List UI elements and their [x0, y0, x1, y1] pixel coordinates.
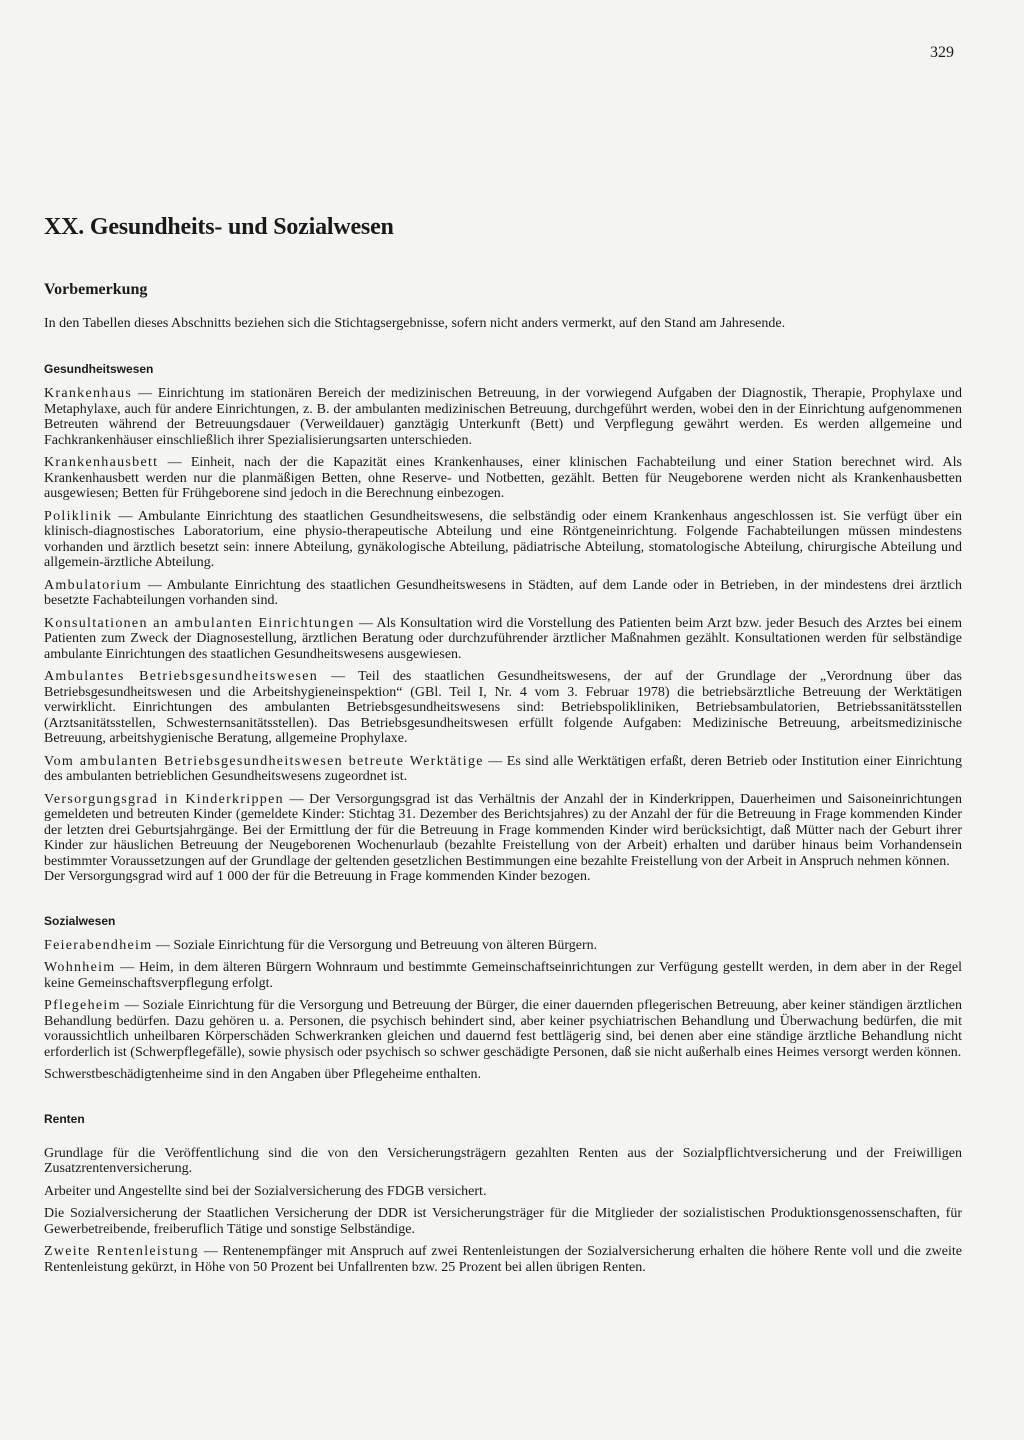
definition-zweite-rentenleistung	[44, 1244, 962, 1275]
definition-text: — Heim, in dem älteren Bürgern Wohnraum und bestimmte Gemeinschaftseinrichtungen zur Verfügung gestellt werden, in dem aber in der Regel keine Gemeinschaftsverpflegung erfolgt.	[44, 960, 962, 991]
term: Feierabendheim	[44, 937, 153, 953]
definition-text: — Ambulante Einrichtung des staatlichen Gesundheitswesens, die selbständig oder einem Krankenhaus angeschlossen ist. Sie verfügt über ein klinisch-diagnostisches Laboratorium, eine physio-therapeutische Abteilung und eine Röntgeneinrichtung. Folgende Fachabteilungen müssen mindestens vorhanden und ärztlich besetzt sein: innere Abteilung, gynäkologische Abteilung, pädiatrische Abteilung, stomatologische Abteilung, chirurgische Abteilung und allgemein-ärztliche Abteilung.	[44, 508, 962, 570]
definition-wohnheim	[44, 960, 962, 991]
term: Krankenhaus	[44, 386, 133, 401]
definition-krankenhausbett	[44, 455, 962, 502]
term: Vom ambulanten Betriebsgesundheitswesen betreute Werktätige	[44, 753, 484, 769]
vorbemerkung-heading: Vorbemerkung	[44, 281, 148, 298]
definition-text: — Der Versorgungsgrad ist das Verhältnis der Anzahl der in Kinderkrippen, Dauerheimen und Saisoneinrichtungen gemeldeten und betreuten Kinder (gemeldete Kinder: Stichtag 31. Dezember des Berichtsjahres) zu der Anzahl der für die Betreuung in Frage kommenden Kinder der letzten drei Geburtsjahrgänge. Bei der Ermittlung der für die Betreuung in Frage kommenden Kinder wird berücksichtigt, daß Mütter nach der Geburt ihrer Kinder zur häuslichen Betreuung der Neugeborenen Wochenurlaub (bezahlte Freistellung von der Arbeit) erhalten und darüber hinaus beim Vorhandensein bestimmter Voraussetzungen auf der Grundlage der geltenden gesetzlichen Bestimmungen eine bezahlte Freistellung von der Arbeit in Anspruch nehmen können.	[44, 791, 962, 869]
sozialwesen-heading: Sozialwesen	[44, 913, 116, 928]
term: Krankenhausbett	[44, 455, 159, 470]
renten-paragraph: Arbeiter und Angestellte sind bei der Sozialversicherung des FDGB versichert.	[44, 1183, 487, 1199]
definition-text: — Rentenempfänger mit Anspruch auf zwei Rentenleistungen der Sozialversicherung erhalten die höhere Rente voll und die zweite Rentenleistung gekürzt, in Höhe von 50 Prozent bei Unfallrenten bzw. 25 Prozent bei allen übrigen Renten.	[44, 1244, 962, 1275]
sozialwesen-note: Schwerstbeschädigtenheime sind in den Angaben über Pflegeheime enthalten.	[44, 1067, 481, 1082]
term: Pflegeheim	[44, 998, 121, 1013]
term: Wohnheim	[44, 960, 116, 975]
page-number: 329	[930, 44, 954, 61]
term: Zweite Rentenleistung	[44, 1244, 199, 1259]
definition-text: — Einheit, nach der die Kapazität eines Krankenhauses, einer klinischen Fachabteilung und einer Station berechnet wird. Als Krankenhausbett werden nur die planmäßigen Betten, ohne Reserve- und Notbetten, gezählt. Betten für Neugeborene werden nicht als Krankenhausbetten ausgewiesen; Betten für Frühgeborene sind jedoch in die Berechnung einbezogen.	[44, 455, 962, 501]
definition-pflegeheim	[44, 998, 962, 1060]
chapter-title: XX. Gesundheits- und Sozialwesen	[44, 214, 394, 240]
vorbemerkung-text: In den Tabellen dieses Abschnitts beziehen sich die Stichtagsergebnisse, sofern nicht anders vermerkt, auf den Stand am Jahresende.	[44, 316, 786, 331]
definition-versorgungsgrad	[44, 792, 962, 870]
versorgungsgrad-note: Der Versorgungsgrad wird auf 1 000 der für die Betreuung in Frage kommenden Kinder bezogen.	[44, 869, 591, 884]
term: Versorgungsgrad in Kinderkrippen	[44, 791, 284, 807]
spacer	[44, 892, 962, 914]
gesundheitswesen-heading: Gesundheitswesen	[44, 362, 154, 376]
definition-text: — Soziale Einrichtung für die Versorgung und Betreuung der Bürger, die einer dauernden pflegerischen Betreuung, aber keiner ständigen ärztlichen Behandlung bedürfen. Dazu gehören u. a. Personen, die psychisch behindert sind, aber keiner psychiatrischen Behandlung und Überwachung bedürfen, die mit voraussichtlich unheilbaren Körperschäden Schwerkranken gleichen und dauernd fest bettlägerig sind, bei denen aber eine ständige ärztliche Behandlung nicht erforderlich ist (Schwerpflegefälle), sowie physisch oder psychisch so schwer geschädigte Personen, daß sie nicht außerhalb eines Heimes versorgt werden können.	[44, 998, 962, 1060]
definition-konsultationen	[44, 616, 962, 663]
spacer	[44, 1090, 962, 1112]
term: Konsultationen an ambulanten Einrichtungen	[44, 615, 355, 631]
term: Ambulatorium	[44, 577, 143, 593]
definition-ambulatorium	[44, 578, 962, 609]
spacer	[44, 1136, 962, 1146]
definition-betreute-werktaetige	[44, 754, 962, 785]
term: Ambulantes Betriebsgesundheitswesen	[44, 669, 319, 684]
definition-poliklinik	[44, 509, 962, 571]
renten-paragraph: Grundlage für die Veröffentlichung sind die von den Versicherungsträgern gezahlten Renten aus der Sozialpflichtversicherung und der Freiwilligen Zusatzrentenversicherung.	[44, 1145, 962, 1176]
definition-feierabendheim	[44, 938, 962, 954]
definition-text: — Teil des staatlichen Gesundheitswesens, der auf der Grundlage der „Verordnung über das Betriebsgesundheitswesen und die Arbeitshygieneinspektion“ (GBl. Teil I, Nr. 4 vom 3. Februar 1978) die betriebsärztliche Betreuung der Werktätigen verwirklicht. Einrichtungen des ambulanten Betriebsgesundheitswesens sind: Betriebspolikliniken, Betriebsambulatorien, Betriebssanitätsstellen (Arztsanitätsstellen, Schwesternsanitätsstellen). Das Betriebsgesundheitswesen erfüllt folgende Aufgaben: Medizinische Betreuung, arbeitsmedizinische Betreuung, arbeitshygienische Beratung, allgemeine Prophylaxe.	[44, 669, 962, 746]
definition-text: — Als Konsultation wird die Vorstellung des Patienten beim Arzt bzw. jeder Besuch des Arztes bei einem Patienten zum Zweck der Diagnosestellung, ärztlichen Beratung oder durchzuführender ärztlicher Maßnahmen gezählt. Konsultationen werden für selbständige ambulante Einrichtungen des staatlichen Gesundheitswesens ausgewiesen.	[44, 615, 962, 662]
definition-krankenhaus	[44, 386, 962, 448]
definition-text: — Es sind alle Werktätigen erfaßt, deren Betrieb oder Institution einer Einrichtung des ambulanten betrieblichen Gesundheitswesens zugeordnet ist.	[44, 753, 962, 784]
definition-betriebsgesundheitswesen	[44, 669, 962, 747]
definition-text: — Einrichtung im stationären Bereich der medizinischen Betreuung, in der vorwiegend Aufgaben der Diagnostik, Therapie, Prophylaxe und Metaphylaxe, auch für andere Einrichtungen, z. B. der ambulanten medizinischen Betreuung, durchgeführt werden, wobei den in der Einrichtung aufgenommenen Betreuten während der Betreuungsdauer (Verweildauer) ganztägig Unterkunft (Bett) und Verpflegung gewährt werden. Es werden allgemeine und Fachkrankenhäuser einschließlich ihrer Spezialisierungsarten unterschieden.	[44, 386, 962, 448]
definition-text: — Soziale Einrichtung für die Versorgung und Betreuung von älteren Bürgern.	[152, 937, 598, 953]
term: Poliklinik	[44, 508, 113, 524]
renten-heading: Renten	[44, 1111, 85, 1126]
definition-text: — Ambulante Einrichtung des staatlichen Gesundheitswesens in Städten, auf dem Lande oder in Betrieben, in der mindestens drei ärztlich besetzte Fachabteilungen vorhanden sind.	[44, 577, 962, 608]
renten-paragraph: Die Sozialversicherung der Staatlichen Versicherung der DDR ist Versicherungsträger für die Mitglieder der sozialistischen Produktionsgenossenschaften, für Gewerbetreibende, freiberuflich Tätige und sonstige Selbständige.	[44, 1206, 962, 1237]
page-content	[44, 214, 962, 1282]
